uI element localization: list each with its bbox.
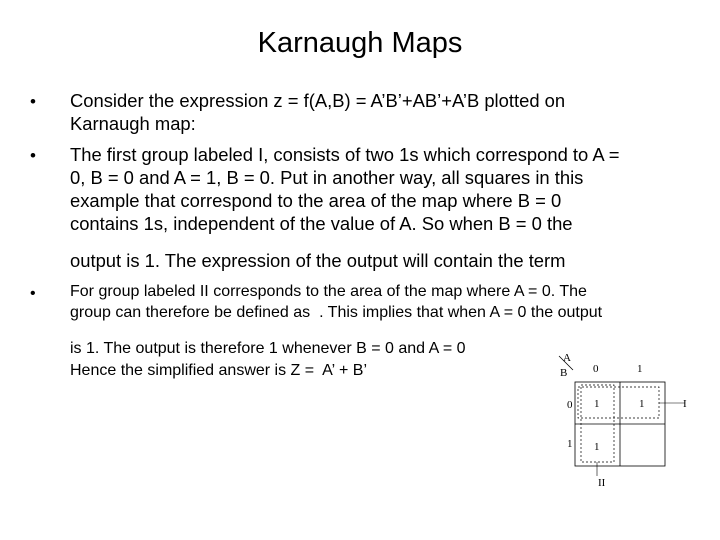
kmap-cell-01: 1 bbox=[639, 398, 645, 410]
bullet1-line2: Karnaugh map: bbox=[70, 113, 196, 134]
kmap-row-label-1: 1 bbox=[567, 438, 573, 450]
kmap-cell-00: 1 bbox=[594, 398, 600, 410]
bullet3-line2: group can therefore be defined as . This implies that when A = 0 the output bbox=[70, 304, 603, 321]
kmap-group-I-outline bbox=[578, 387, 659, 418]
slide-title: Karnaugh Maps bbox=[257, 27, 463, 59]
karnaugh-map bbox=[545, 350, 695, 495]
kmap-cell-10: 1 bbox=[594, 441, 600, 453]
kmap-col-label-1: 1 bbox=[637, 363, 643, 375]
bullet3-line3: is 1. The output is therefore 1 whenever B = 0 and A = 0 bbox=[70, 340, 466, 357]
bullet2-line2: 0, B = 0 and A = 1, B = 0. Put in another way, all squares in this bbox=[70, 167, 584, 188]
bullet-marker: • bbox=[30, 92, 36, 111]
kmap-row-label-0: 0 bbox=[567, 399, 573, 411]
bullet2-line5: output is 1. The expression of the output will contain the term bbox=[70, 250, 566, 271]
kmap-var-b: B bbox=[560, 367, 568, 379]
bullet-marker: • bbox=[30, 146, 36, 165]
kmap-col-label-0: 0 bbox=[593, 363, 599, 375]
kmap-group-II-label: II bbox=[598, 477, 606, 489]
bullet-marker: • bbox=[30, 285, 36, 302]
bullet1-line1: Consider the expression z = f(A,B) = A’B’+AB’+A’B plotted on bbox=[70, 90, 566, 111]
bullet2-line1: The first group labeled I, consists of two 1s which correspond to A = bbox=[70, 144, 620, 165]
bullet3-line1: For group labeled II corresponds to the area of the map where A = 0. The bbox=[70, 283, 587, 300]
bullet3-line4: Hence the simplified answer is Z = A’ + B’ bbox=[70, 362, 368, 379]
kmap-var-a: A bbox=[563, 352, 571, 364]
bullet2-line4: contains 1s, independent of the value of A. So when B = 0 the bbox=[70, 213, 573, 234]
kmap-group-I-label: I bbox=[683, 398, 687, 410]
bullet2-line3: example that correspond to the area of the map where B = 0 bbox=[70, 190, 562, 211]
